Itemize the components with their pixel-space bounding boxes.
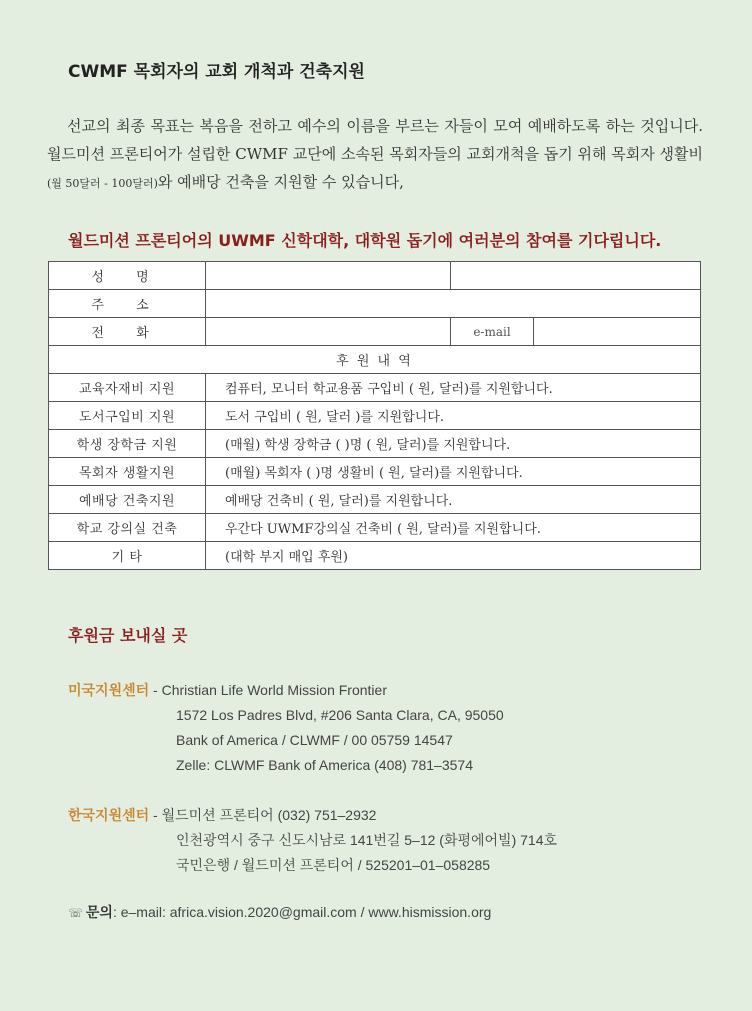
name-label: 성 명: [49, 262, 206, 290]
phone-icon: ☏: [68, 906, 84, 920]
support-row-label: 예배당 건축지원: [49, 486, 206, 514]
name-row: [49, 262, 701, 290]
us-center-line: 1572 Los Padres Blvd, #206 Santa Clara, CA, 95050: [176, 707, 504, 723]
support-row-text[interactable]: (매월) 학생 장학금 ( )명 ( 원, 달러)를 지원합니다.: [206, 430, 701, 458]
kr-center-block: [68, 803, 557, 878]
address-row: [49, 290, 701, 318]
us-center-line: Bank of America / CLWMF / 00 05759 14547: [176, 732, 453, 748]
address-field[interactable]: [206, 290, 701, 318]
support-row-text[interactable]: 도서 구입비 ( 원, 달러 )를 지원합니다.: [206, 402, 701, 430]
kr-center-name: 한국지원센터: [68, 807, 150, 823]
email-label: e-mail: [451, 318, 534, 346]
name-field[interactable]: [206, 262, 451, 290]
contact-line: [68, 902, 491, 922]
page-title: CWMF 목회자의 교회 개척과 건축지원: [68, 62, 365, 82]
support-row: [49, 430, 701, 458]
us-center-line: Christian Life World Mission Frontier: [161, 682, 387, 698]
us-center-separator: -: [149, 682, 162, 698]
support-row-label: 학생 장학금 지원: [49, 430, 206, 458]
intro-text-main: 선교의 최종 목표는 복음을 전하고 예수의 이름을 부르는 자들이 모여 예배하도록 하는 것입니다. 월드미션 프론티어가 설립한 CWMF 교단에 소속된 목회자들의 교회개척을 돕기 위해 목회자 생활비: [47, 117, 703, 163]
intro-text-small: (월 50달러 - 100달러): [47, 177, 158, 190]
support-row: [49, 514, 701, 542]
participation-heading: 월드미션 프론티어의 UWMF 신학대학, 대학원 돕기에 여러분의 참여를 기다립니다.: [68, 231, 662, 250]
support-row-text[interactable]: (매월) 목회자 ( )명 생활비 ( 원, 달러)를 지원합니다.: [206, 458, 701, 486]
support-row-label: 학교 강의실 건축: [49, 514, 206, 542]
send-section-title: 후원금 보내실 곳: [68, 626, 188, 645]
contact-label: 문의: [85, 904, 113, 920]
intro-paragraph: [47, 112, 703, 198]
support-row-text[interactable]: 컴퓨터, 모니터 학교용품 구입비 ( 원, 달러)를 지원합니다.: [206, 374, 701, 402]
support-row: [49, 458, 701, 486]
us-center-first-line: [68, 678, 504, 703]
support-row-label: 목회자 생활지원: [49, 458, 206, 486]
us-center-block: [68, 678, 504, 778]
name-field-extra[interactable]: [451, 262, 701, 290]
us-center-name: 미국지원센터: [68, 682, 150, 698]
support-row: [49, 486, 701, 514]
us-center-line: Zelle: CLWMF Bank of America (408) 781–3574: [176, 757, 473, 773]
support-row: [49, 402, 701, 430]
support-row-label: 교육자재비 지원: [49, 374, 206, 402]
support-header: 후 원 내 역: [49, 346, 701, 374]
support-form: [48, 261, 701, 570]
phone-field[interactable]: [206, 318, 451, 346]
support-row-label: 도서구입비 지원: [49, 402, 206, 430]
phone-row: [49, 318, 701, 346]
kr-center-first-line: [68, 803, 557, 828]
kr-center-line: 인천광역시 중구 신도시남로 141번길 5–12 (화평에어빌) 714호: [176, 832, 558, 848]
support-row-text[interactable]: (대학 부지 매입 후원): [206, 542, 701, 570]
email-field[interactable]: [534, 318, 701, 346]
intro-text-end: 와 예배당 건축을 지원할 수 있습니다,: [157, 173, 404, 191]
support-row-label: 기 타: [49, 542, 206, 570]
support-row-text[interactable]: 우간다 UWMF강의실 건축비 ( 원, 달러)를 지원합니다.: [206, 514, 701, 542]
support-header-row: [49, 346, 701, 374]
phone-label: 전 화: [49, 318, 206, 346]
contact-text[interactable]: : e–mail: africa.vision.2020@gmail.com / www.hismission.org: [112, 904, 492, 920]
support-row: [49, 374, 701, 402]
kr-center-line: 월드미션 프론티어 (032) 751–2932: [161, 807, 377, 823]
address-label: 주 소: [49, 290, 206, 318]
kr-center-line: 국민은행 / 월드미션 프론티어 / 525201–01–058285: [176, 857, 491, 873]
kr-center-separator: -: [149, 807, 162, 823]
support-row-text[interactable]: 예배당 건축비 ( 원, 달러)를 지원합니다.: [206, 486, 701, 514]
support-row: [49, 542, 701, 570]
